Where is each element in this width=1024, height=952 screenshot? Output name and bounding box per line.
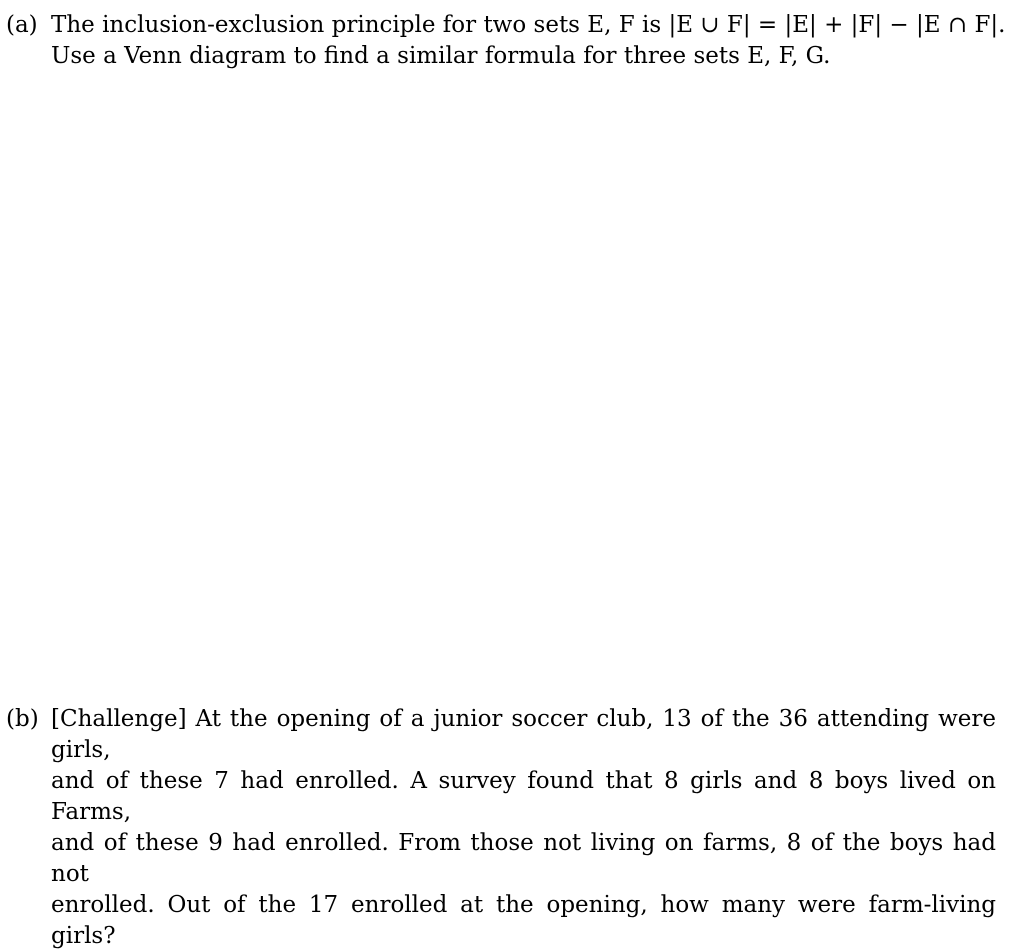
part-a-line-1: The inclusion-exclusion principle for two sets E, F is |E ∪ F| = |E| + |F| − |E ∩ F|. (51, 12, 1006, 38)
part-b-line-4: enrolled. Out of the 17 enrolled at the opening, how many were farm-living girls? (51, 892, 996, 949)
part-b-text (51, 704, 996, 952)
part-a-label: (a) (6, 12, 38, 38)
part-b-line-3: and of these 9 had enrolled. From those not living on farms, 8 of the boys had not (51, 830, 996, 887)
blank-work-space (0, 80, 1024, 680)
part-a-text (51, 10, 1006, 72)
problem-part-a (6, 10, 1006, 72)
part-b-line-1: [Challenge] At the opening of a junior soccer club, 13 of the 36 attending were girls, (51, 706, 996, 763)
problem-part-b (6, 704, 996, 952)
part-a-line-2: Use a Venn diagram to find a similar formula for three sets E, F, G. (51, 43, 831, 69)
part-b-label: (b) (6, 706, 39, 732)
part-b-line-2: and of these 7 had enrolled. A survey found that 8 girls and 8 boys lived on Farms, (51, 768, 996, 825)
